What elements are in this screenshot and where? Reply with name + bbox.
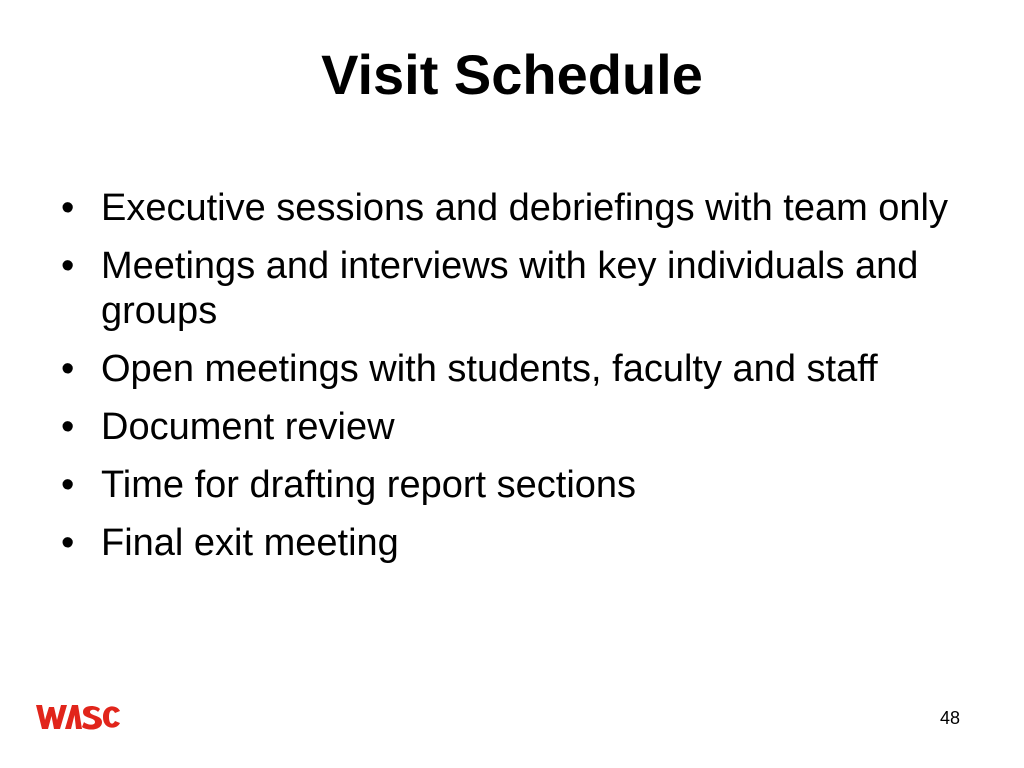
bullet-icon: • bbox=[61, 522, 75, 564]
bullet-item bbox=[56, 521, 956, 566]
bullet-item bbox=[56, 186, 956, 231]
bullet-text: Final exit meeting bbox=[101, 522, 399, 564]
bullet-text: Executive sessions and debriefings with team only bbox=[101, 187, 949, 229]
bullet-text: Time for drafting report sections bbox=[101, 464, 637, 506]
wasc-logo bbox=[34, 703, 122, 731]
bullet-icon: • bbox=[61, 406, 75, 448]
bullet-list bbox=[56, 186, 956, 579]
wasc-logo-mark bbox=[34, 703, 122, 731]
bullet-icon: • bbox=[61, 187, 75, 229]
bullet-item bbox=[56, 244, 956, 334]
bullet-item bbox=[56, 347, 956, 392]
bullet-item bbox=[56, 463, 956, 508]
bullet-icon: • bbox=[61, 245, 75, 287]
bullet-item bbox=[56, 405, 956, 450]
bullet-text: Open meetings with students, faculty and staff bbox=[101, 348, 878, 390]
bullet-icon: • bbox=[61, 348, 75, 390]
slide-title: Visit Schedule bbox=[321, 43, 703, 106]
bullet-icon: • bbox=[61, 464, 75, 506]
bullet-text: Document review bbox=[101, 406, 395, 448]
page-number: 48 bbox=[940, 708, 961, 728]
bullet-text: Meetings and interviews with key individuals and groups bbox=[101, 245, 919, 332]
